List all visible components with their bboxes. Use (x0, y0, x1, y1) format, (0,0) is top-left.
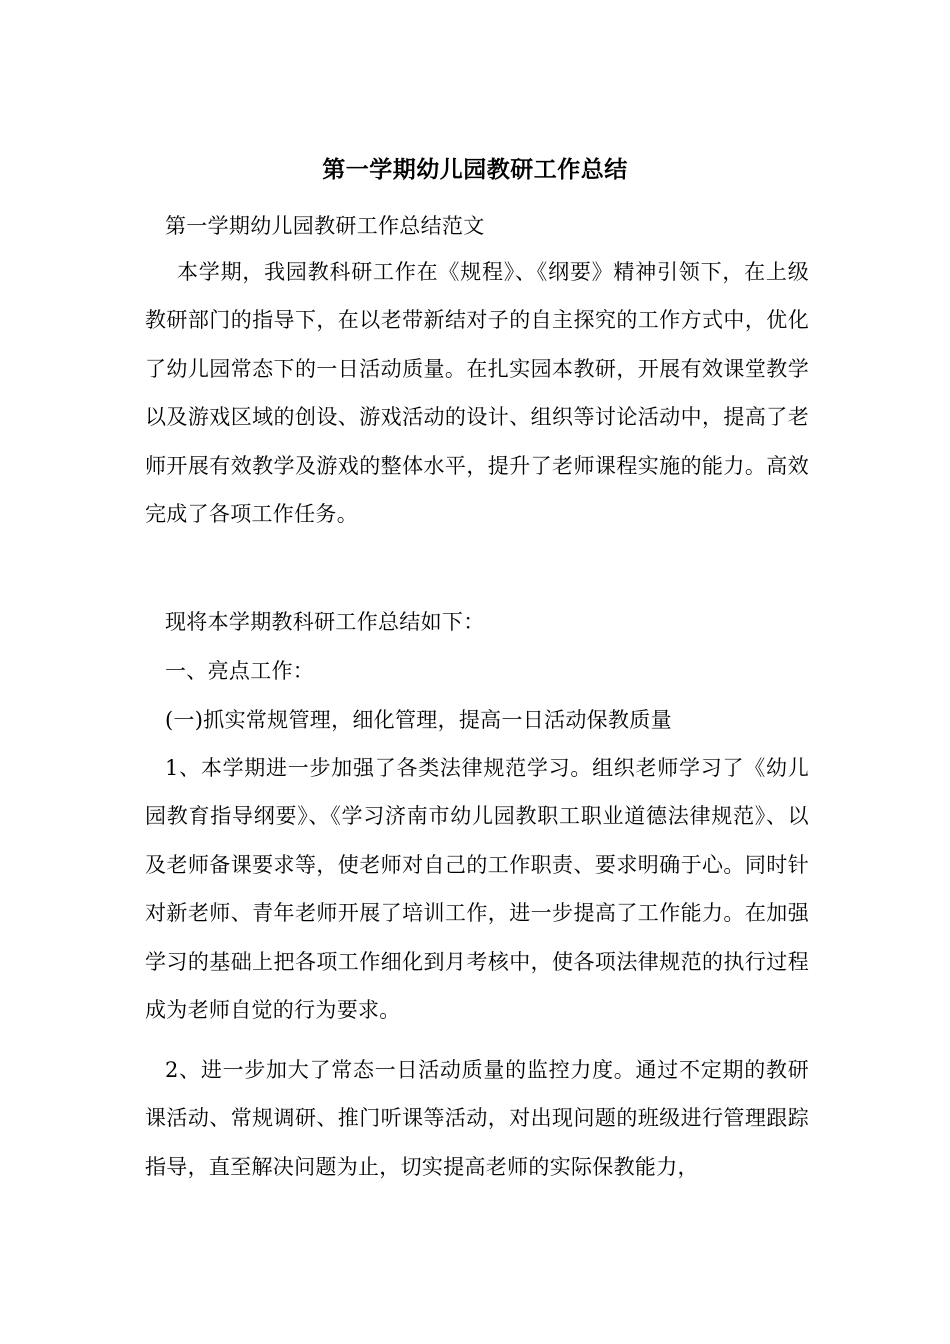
document-subtitle: 第一学期幼儿园教研工作总结范文 (165, 214, 485, 238)
subsection-heading-routine-management: (一)抓实常规管理，细化管理，提高一日活动保教质量 (165, 708, 672, 732)
document-title: 第一学期幼儿园教研工作总结 (322, 156, 628, 183)
list-item-1: 1、本学期进一步加强了各类法律规范学习。组织老师学习了《幼儿园教育指导纲要》、《学习济南市幼儿园教职工职业道德法律规范》、以及老师备课要求等，使老师对自己的工作职责、要求明确于心。同时针对新老师、青年老师开展了培训工作，进一步提高了工作能力。在加强学习的基础上把各项工作细化到月考核中，使各项法律规范的执行过程成为老师自觉的行为要求。 (145, 756, 809, 1023)
summary-lead: 现将本学期教科研工作总结如下： (165, 610, 485, 634)
list-item-2: 2、进一步加大了常态一日活动质量的监控力度。通过不定期的教研课活动、常规调研、推门听课等活动，对出现问题的班级进行管理跟踪指导，直至解决问题为止，切实提高老师的实际保教能力， (145, 1058, 809, 1179)
section-heading-highlights: 一、亮点工作： (165, 659, 315, 683)
intro-paragraph: 本学期，我园教科研工作在《规程》、《纲要》精神引领下，在上级教研部门的指导下，在以老带新结对子的自主探究的工作方式中，优化了幼儿园常态下的一日活动质量。在扎实园本教研，开展有效课堂教学以及游戏区域的创设、游戏活动的设计、组织等讨论活动中，提高了老师开展有效教学及游戏的整体水平，提升了老师课程实施的能力。高效完成了各项工作任务。 (145, 260, 809, 527)
